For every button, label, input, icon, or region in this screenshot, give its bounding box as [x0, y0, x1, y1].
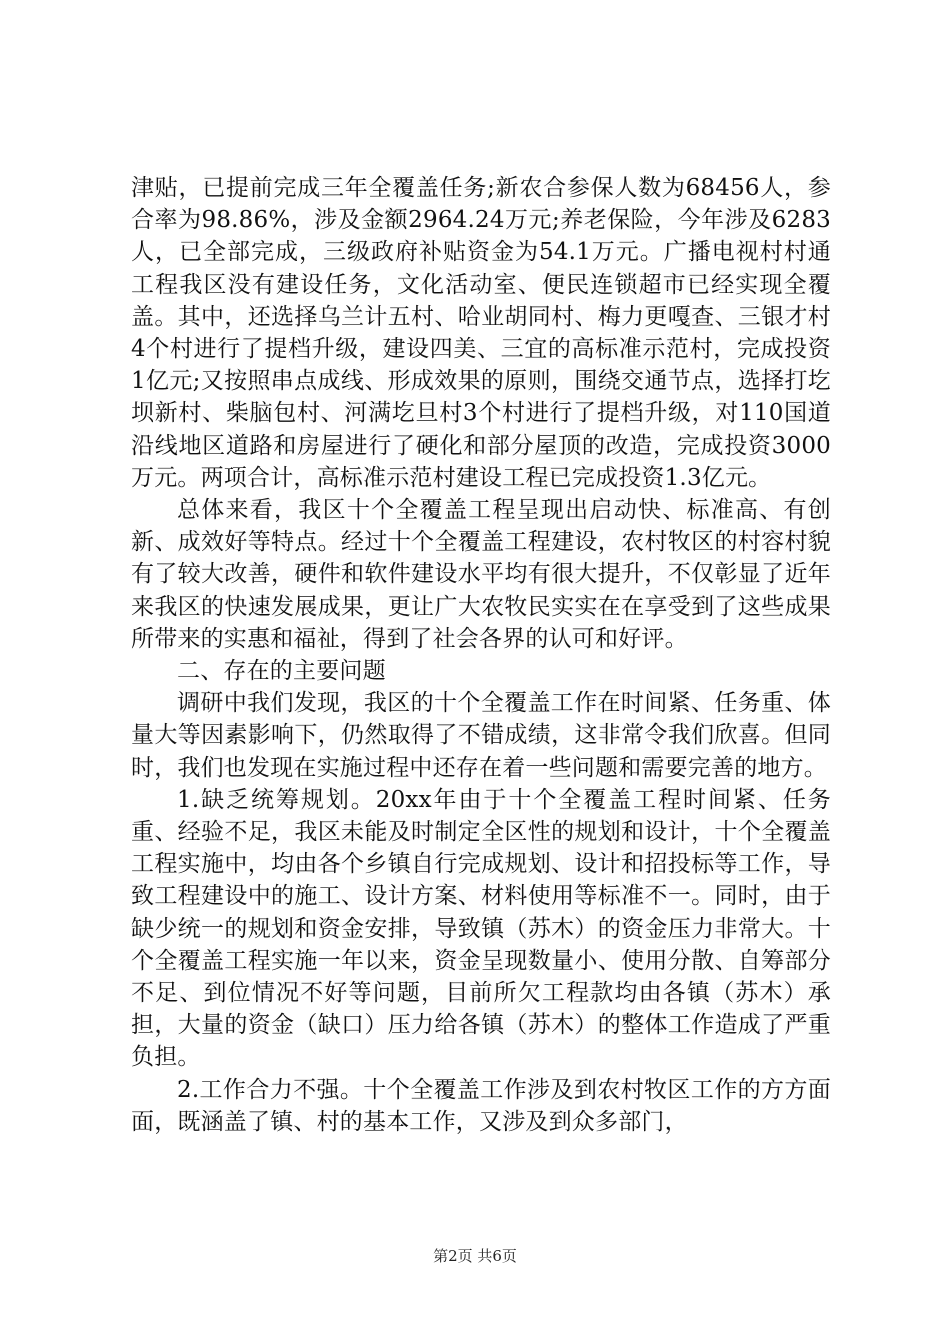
paragraph-problem-coordination: 2.工作合力不强。十个全覆盖工作涉及到农村牧区工作的方方面面，既涵盖了镇、村的基本工作，又涉及到众多部门，	[131, 1076, 831, 1135]
paragraph-subsidy-continuation: 津贴，已提前完成三年全覆盖任务;新农合参保人数为68456人，参合率为98.86%，涉及金额2964.24万元;养老保险，今年涉及6283人，已全部完成，三级政府补贴资金为54.1万元。广播电视村村通工程我区没有建设任务，文化活动室、便民连锁超市已经实现全覆盖。其中，还选择乌兰计五村、哈业胡同村、梅力更嘎查、三银才村4个村进行了提档升级，建设四美、三宜的高标准示范村，完成投资1亿元;又按照串点成线、形成效果的原则，围绕交通节点，选择打圪坝新村、柴脑包村、河满圪旦村3个村进行了提档升级，对110国道沿线地区道路和房屋进行了硬化和部分屋顶的改造，完成投资3000万元。两项合计，高标准示范村建设工程已完成投资1.3亿元。	[131, 175, 831, 491]
paragraph-overall-summary: 总体来看，我区十个全覆盖工程呈现出启动快、标准高、有创新、成效好等特点。经过十个全覆盖工程建设，农村牧区的村容村貌有了较大改善，硬件和软件建设水平均有很大提升，不仅彰显了近年来我区的快速发展成果，更让广大农牧民实实在在享受到了这些成果所带来的实惠和福祉，得到了社会各界的认可和好评。	[131, 497, 831, 652]
page-number-footer: 第2页 共6页	[433, 1247, 517, 1265]
section-heading-main-problems: 二、存在的主要问题	[177, 658, 386, 685]
paragraph-problem-planning: 1.缺乏统筹规划。20xx年由于十个全覆盖工程时间紧、任务重、经验不足，我区未能及时制定全区性的规划和设计，十个全覆盖工程实施中，均由各个乡镇自行完成规划、设计和招投标等工作，导致工程建设中的施工、设计方案、材料使用等标准不一。同时，由于缺少统一的规划和资金安排，导致镇（苏木）的资金压力非常大。十个全覆盖工程实施一年以来，资金呈现数量小、使用分散、自筹部分不足、到位情况不好等问题，目前所欠工程款均由各镇（苏木）承担，大量的资金（缺口）压力给各镇（苏木）的整体工作造成了严重负担。	[131, 786, 831, 1071]
document-body	[131, 172, 831, 1138]
paragraph-survey-findings: 调研中我们发现，我区的十个全覆盖工作在时间紧、任务重、体量大等因素影响下，仍然取得了不错成绩，这非常令我们欣喜。但同时，我们也发现在实施过程中还存在着一些问题和需要完善的地方。	[131, 690, 831, 781]
